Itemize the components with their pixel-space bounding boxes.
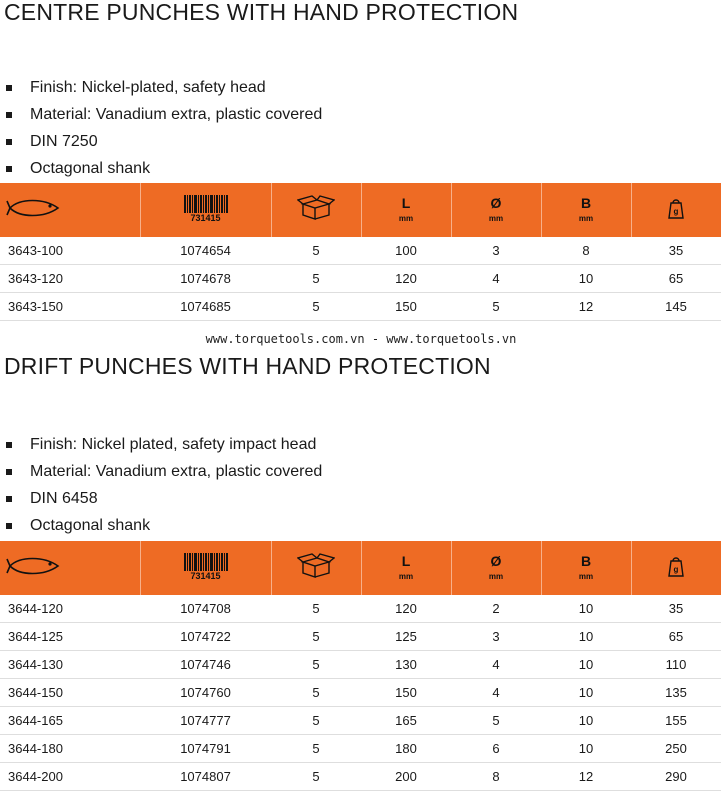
weight-cell: 35: [631, 595, 721, 623]
barcode-icon: [184, 195, 228, 213]
table-row: [0, 623, 721, 651]
b-cell: 12: [541, 293, 631, 321]
col-pack: [271, 183, 361, 237]
feature-item: Material: Vanadium extra, plastic covered: [0, 458, 322, 485]
barcode-number: 731415: [190, 212, 221, 223]
weight-icon: [665, 196, 687, 220]
article-number-cell: 3643-120: [0, 265, 140, 293]
col-diameter: [451, 541, 541, 595]
length-cell: 150: [361, 293, 451, 321]
col-length: [361, 541, 451, 595]
feature-item: Finish: Nickel-plated, safety head: [0, 74, 322, 101]
length-cell: 120: [361, 265, 451, 293]
article-number-cell: 3644-180: [0, 735, 140, 763]
pack-qty-cell: 5: [271, 293, 361, 321]
column-letter: B: [580, 195, 592, 211]
b-cell: 12: [541, 763, 631, 791]
column-unit: mm: [398, 572, 414, 581]
b-cell: 10: [541, 735, 631, 763]
pack-qty-cell: 5: [271, 707, 361, 735]
ean-code-cell: 1074760: [140, 679, 271, 707]
feature-item: Octagonal shank: [0, 512, 322, 539]
diameter-cell: 4: [451, 651, 541, 679]
length-cell: 165: [361, 707, 451, 735]
length-cell: 125: [361, 623, 451, 651]
diameter-cell: 4: [451, 679, 541, 707]
table-row: [0, 763, 721, 791]
pack-qty-cell: 5: [271, 651, 361, 679]
col-weight: [631, 541, 721, 595]
table-row: [0, 651, 721, 679]
pack-qty-cell: 5: [271, 763, 361, 791]
feature-item: Octagonal shank: [0, 155, 322, 182]
diameter-cell: 5: [451, 707, 541, 735]
col-article: [0, 541, 140, 595]
weight-cell: 145: [631, 293, 721, 321]
feature-item: Finish: Nickel plated, safety impact head: [0, 431, 322, 458]
col-article: [0, 183, 140, 237]
diameter-cell: 8: [451, 763, 541, 791]
table-row: [0, 237, 721, 265]
column-letter: Ø: [490, 553, 502, 569]
b-cell: 10: [541, 265, 631, 293]
b-cell: 10: [541, 679, 631, 707]
box-icon: [297, 553, 335, 579]
feature-item: DIN 7250: [0, 128, 322, 155]
section-title: CENTRE PUNCHES WITH HAND PROTECTION: [4, 0, 519, 25]
table-row: [0, 707, 721, 735]
table-row: [0, 595, 721, 623]
b-cell: 10: [541, 595, 631, 623]
column-unit: mm: [488, 572, 504, 581]
diameter-cell: 5: [451, 293, 541, 321]
column-letter: B: [580, 553, 592, 569]
table-row: [0, 735, 721, 763]
weight-cell: 65: [631, 623, 721, 651]
diameter-cell: 2: [451, 595, 541, 623]
col-weight: [631, 183, 721, 237]
barcode-number: 731415: [190, 570, 221, 581]
article-number-cell: 3644-130: [0, 651, 140, 679]
col-diameter: [451, 183, 541, 237]
pack-qty-cell: 5: [271, 679, 361, 707]
column-letter: Ø: [490, 195, 502, 211]
diameter-cell: 3: [451, 623, 541, 651]
ean-code-cell: 1074791: [140, 735, 271, 763]
length-cell: 120: [361, 595, 451, 623]
ean-code-cell: 1074746: [140, 651, 271, 679]
col-b: [541, 541, 631, 595]
length-cell: 150: [361, 679, 451, 707]
length-cell: 200: [361, 763, 451, 791]
column-letter: L: [401, 195, 411, 211]
fish-icon: [6, 553, 66, 579]
fish-icon: [6, 195, 66, 221]
weight-cell: 290: [631, 763, 721, 791]
pack-qty-cell: 5: [271, 595, 361, 623]
weight-cell: 135: [631, 679, 721, 707]
diameter-cell: 4: [451, 265, 541, 293]
diameter-cell: 6: [451, 735, 541, 763]
article-number-cell: 3644-125: [0, 623, 140, 651]
table-row: [0, 679, 721, 707]
ean-code-cell: 1074777: [140, 707, 271, 735]
table-header-row: [0, 541, 721, 595]
column-unit: mm: [578, 572, 594, 581]
article-number-cell: 3644-120: [0, 595, 140, 623]
ean-code-cell: 1074722: [140, 623, 271, 651]
ean-code-cell: 1074807: [140, 763, 271, 791]
feature-list: [0, 74, 322, 182]
column-letter: L: [401, 553, 411, 569]
article-number-cell: 3643-150: [0, 293, 140, 321]
column-unit: mm: [488, 214, 504, 223]
pack-qty-cell: 5: [271, 735, 361, 763]
section-title: DRIFT PUNCHES WITH HAND PROTECTION: [4, 353, 491, 379]
article-number-cell: 3644-200: [0, 763, 140, 791]
weight-unit-label: g: [673, 206, 679, 216]
barcode-icon: [184, 553, 228, 571]
diameter-cell: 3: [451, 237, 541, 265]
col-ean: [140, 541, 271, 595]
spec-table: [0, 183, 721, 321]
ean-code-cell: 1074708: [140, 595, 271, 623]
table-row: [0, 265, 721, 293]
table-header-row: [0, 183, 721, 237]
col-b: [541, 183, 631, 237]
length-cell: 180: [361, 735, 451, 763]
ean-code-cell: 1074678: [140, 265, 271, 293]
article-number-cell: 3643-100: [0, 237, 140, 265]
pack-qty-cell: 5: [271, 623, 361, 651]
ean-code-cell: 1074654: [140, 237, 271, 265]
weight-cell: 155: [631, 707, 721, 735]
b-cell: 10: [541, 707, 631, 735]
weight-cell: 35: [631, 237, 721, 265]
weight-unit-label: g: [673, 564, 679, 574]
weight-icon: [665, 554, 687, 578]
col-pack: [271, 541, 361, 595]
website-footer: www.torquetools.com.vn - www.torquetools.vn: [205, 332, 517, 346]
feature-item: DIN 6458: [0, 485, 322, 512]
length-cell: 100: [361, 237, 451, 265]
b-cell: 10: [541, 651, 631, 679]
b-cell: 8: [541, 237, 631, 265]
length-cell: 130: [361, 651, 451, 679]
feature-list: [0, 431, 322, 539]
weight-cell: 65: [631, 265, 721, 293]
column-unit: mm: [398, 214, 414, 223]
pack-qty-cell: 5: [271, 265, 361, 293]
spec-table: [0, 541, 721, 791]
table-row: [0, 293, 721, 321]
column-unit: mm: [578, 214, 594, 223]
feature-item: Material: Vanadium extra, plastic covered: [0, 101, 322, 128]
article-number-cell: 3644-165: [0, 707, 140, 735]
b-cell: 10: [541, 623, 631, 651]
pack-qty-cell: 5: [271, 237, 361, 265]
weight-cell: 250: [631, 735, 721, 763]
col-ean: [140, 183, 271, 237]
box-icon: [297, 195, 335, 221]
col-length: [361, 183, 451, 237]
article-number-cell: 3644-150: [0, 679, 140, 707]
weight-cell: 110: [631, 651, 721, 679]
ean-code-cell: 1074685: [140, 293, 271, 321]
